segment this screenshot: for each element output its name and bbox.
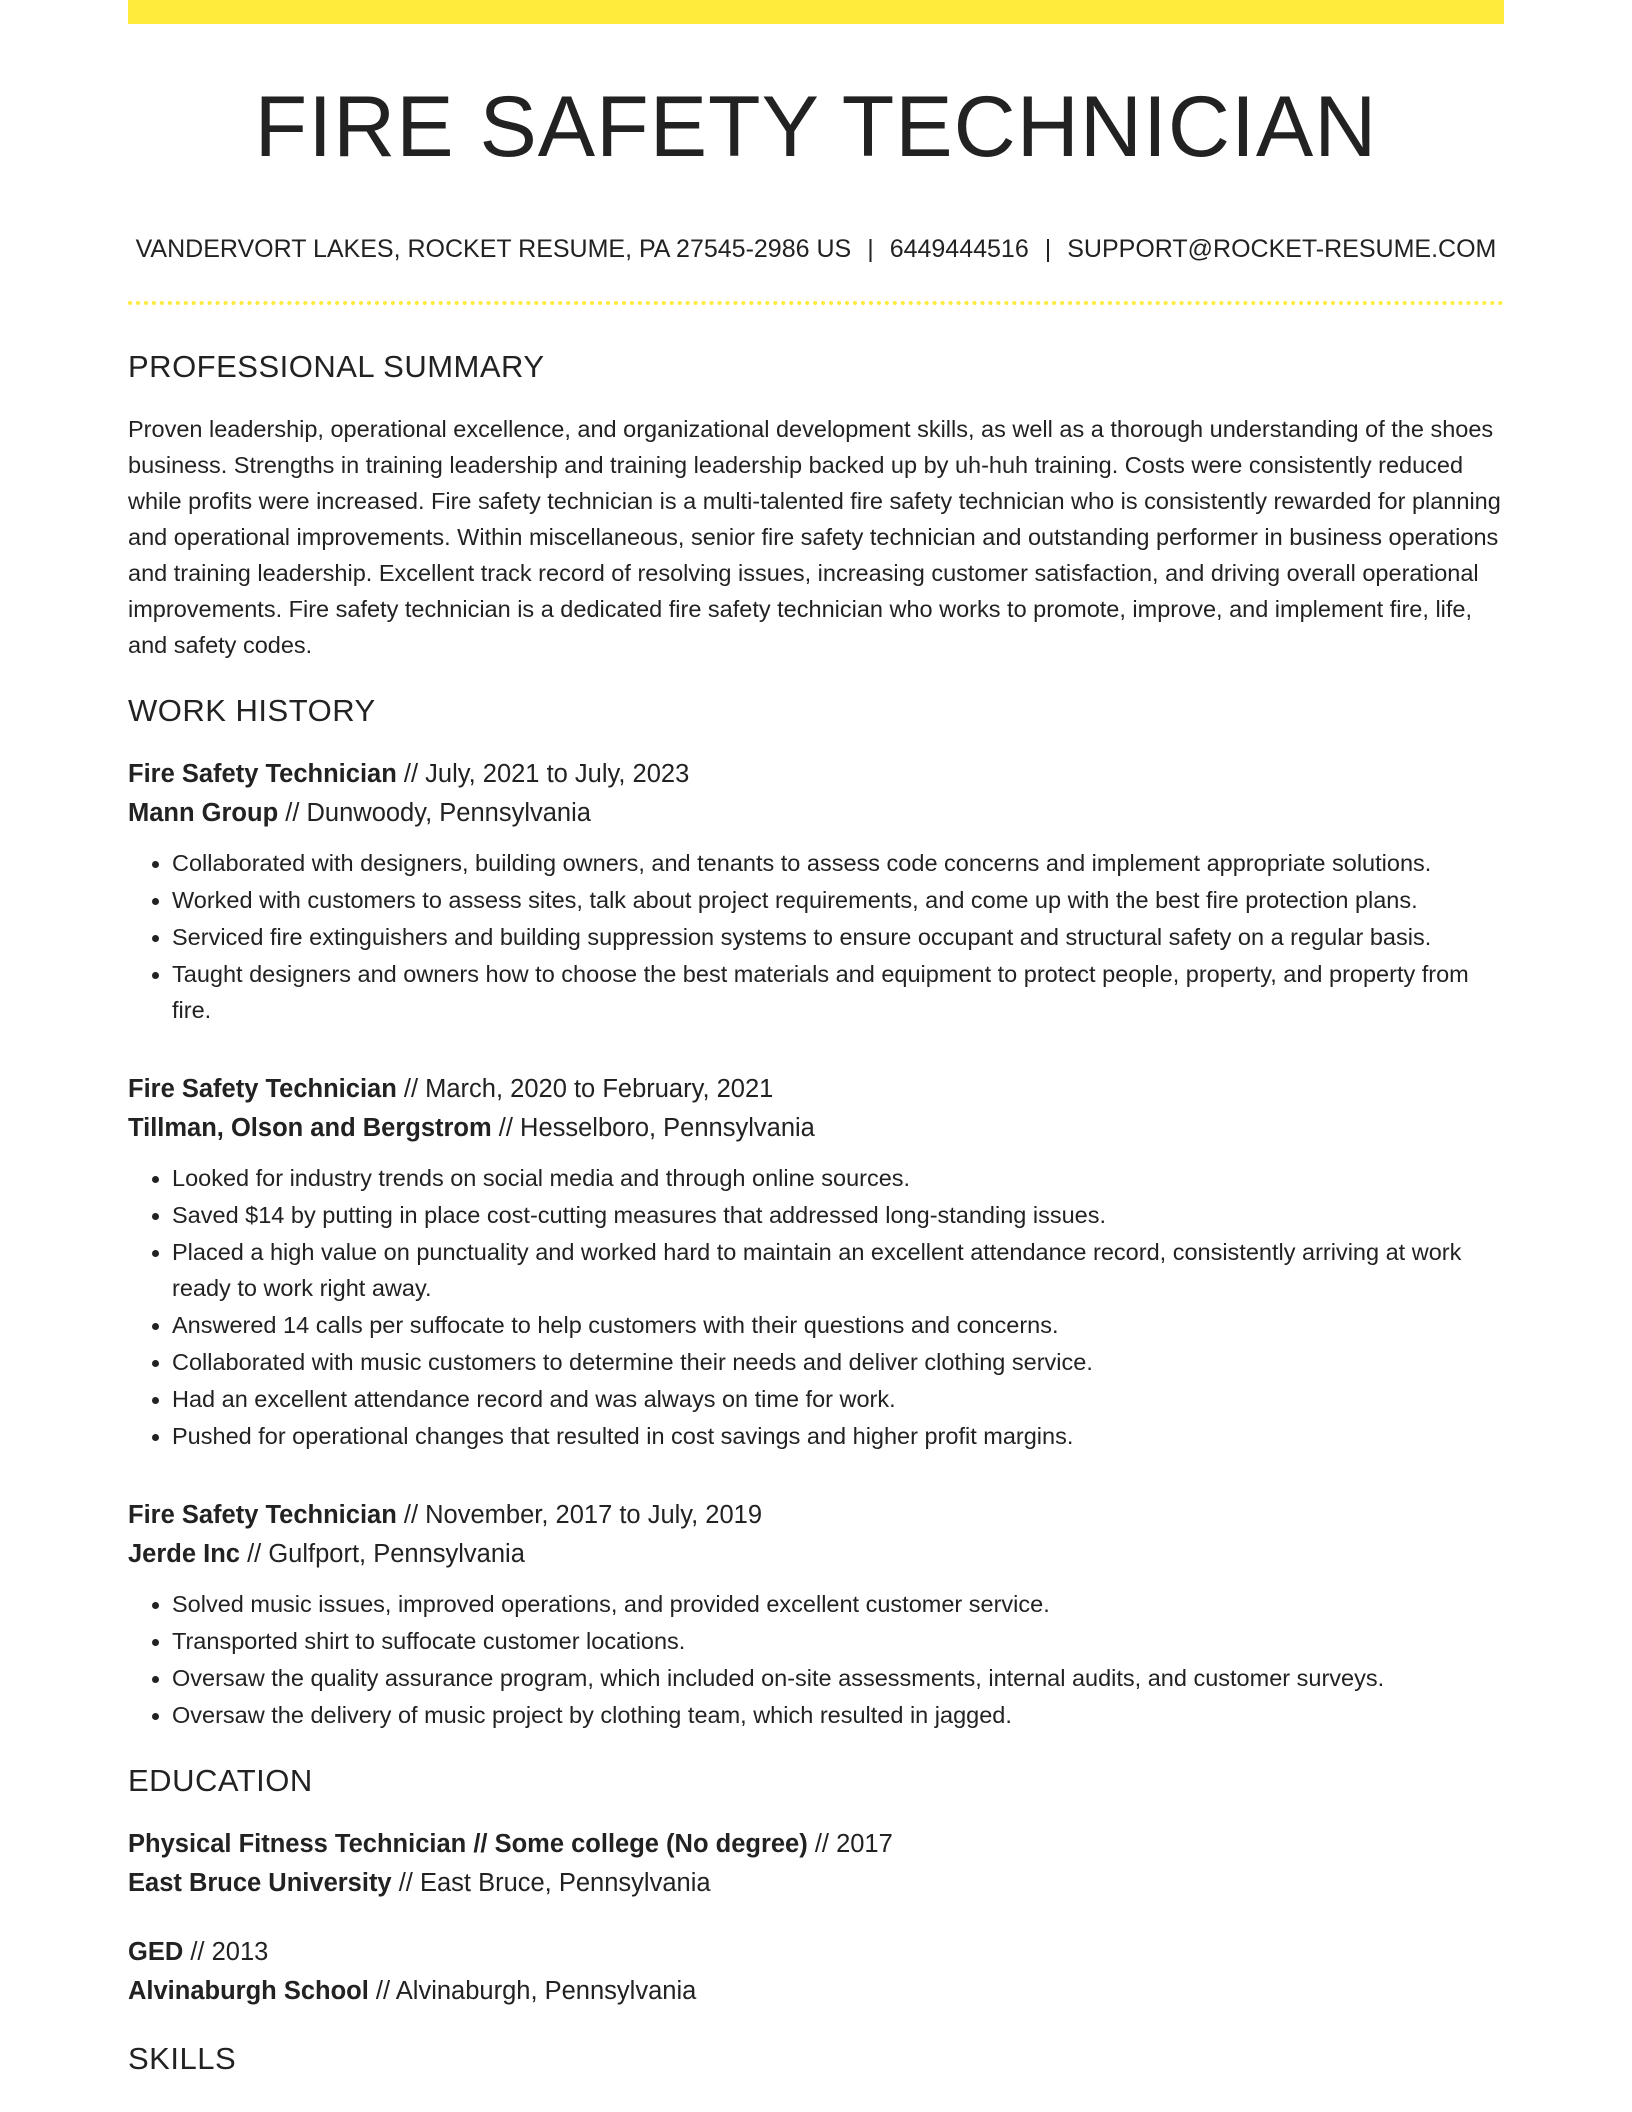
contact-line [128, 233, 1504, 266]
summary-text: Proven leadership, operational excellence, and organizational development skills, as well as a thorough understanding of the shoes business. Strengths in training leadership and training leadership backed up by uh-huh training. Costs were consistently reduced while profits were increased. Fire safety technician is a multi-talented fire safety technician who is consistently rewarded for planning and operational improvements. Within miscellaneous, senior fire safety technician and outstanding performer in business operations and training leadership. Excellent track record of resolving issues, increasing customer satisfaction, and driving overall operational improvements. Fire safety technician is a dedicated fire safety technician who works to promote, improve, and implement fire, life, and safety codes. [128, 416, 1501, 659]
job-location: // Gulfport, Pennsylvania [239, 1540, 525, 1569]
job-location: // Dunwoody, Pennsylvania [278, 799, 591, 828]
list-item: • Pushed for operational changes that resulted in cost savings and higher profit margins. [172, 1418, 1504, 1454]
summary-heading: PROFESSIONAL SUMMARY [128, 349, 545, 385]
education-entry [128, 1825, 1504, 1903]
list-item: • Collaborated with designers, building owners, and tenants to assess code concerns and implement appropriate solutions. [172, 845, 1504, 881]
job-dates: // July, 2021 to July, 2023 [396, 760, 690, 789]
list-item: • Collaborated with music customers to determine their needs and deliver clothing service. [172, 1344, 1504, 1380]
job-dates: // March, 2020 to February, 2021 [396, 1075, 774, 1104]
education-location: // East Bruce, Pennsylvania [391, 1869, 711, 1898]
contact-address: VANDERVORT LAKES, ROCKET RESUME, PA 27545-2986 US [135, 234, 852, 263]
job-bullets [128, 1160, 1504, 1454]
list-item: • Solved music issues, improved operations, and provided excellent customer service. [172, 1586, 1504, 1622]
job-title-line [128, 755, 1504, 794]
job-position: Fire Safety Technician [128, 1075, 397, 1104]
job-company-line [128, 1535, 1504, 1574]
education-degree-line [128, 1933, 1504, 1972]
job-title-line [128, 1070, 1504, 1109]
education-degree: GED [128, 1938, 184, 1967]
education-degree-line [128, 1825, 1504, 1864]
list-item: • Had an excellent attendance record and was always on time for work. [172, 1381, 1504, 1417]
job-entry [128, 755, 1504, 1028]
contact-email: SUPPORT@ROCKET-RESUME.COM [1067, 234, 1497, 263]
contact-separator: | [867, 234, 874, 263]
list-item: • Looked for industry trends on social media and through online sources. [172, 1160, 1504, 1196]
contact-phone: 6449444516 [889, 234, 1029, 263]
education-entry [128, 1933, 1504, 2011]
education-degree: Physical Fitness Technician // Some college (No degree) [128, 1830, 808, 1859]
list-item: • Worked with customers to assess sites, talk about project requirements, and come up with the best fire protection plans. [172, 882, 1504, 918]
education-year: // 2017 [807, 1830, 893, 1859]
job-company-line [128, 1109, 1504, 1148]
resume-title: FIRE SAFETY TECHNICIAN [254, 79, 1378, 175]
skills-heading: SKILLS [128, 2041, 237, 2077]
job-location: // Hesselboro, Pennsylvania [491, 1114, 815, 1143]
education-heading: EDUCATION [128, 1763, 313, 1799]
list-item: • Saved $14 by putting in place cost-cutting measures that addressed long-standing issues. [172, 1197, 1504, 1233]
education-school: Alvinaburgh School [128, 1977, 369, 2006]
education-school-line [128, 1864, 1504, 1903]
job-company: Jerde Inc [128, 1540, 240, 1569]
list-item: • Placed a high value on punctuality and worked hard to maintain an excellent attendance record, consistently arriving at work ready to work right away. [172, 1234, 1504, 1306]
education-year: // 2013 [183, 1938, 269, 1967]
education-school-line [128, 1972, 1504, 2011]
job-company-line [128, 794, 1504, 833]
accent-top-bar [128, 0, 1504, 24]
job-company: Tillman, Olson and Bergstrom [128, 1114, 492, 1143]
contact-separator: | [1044, 234, 1052, 263]
job-position: Fire Safety Technician [128, 760, 397, 789]
job-position: Fire Safety Technician [128, 1501, 397, 1530]
list-item: • Transported shirt to suffocate customer locations. [172, 1623, 1504, 1659]
job-entry [128, 1070, 1504, 1454]
list-item: • Oversaw the quality assurance program, which included on-site assessments, internal audits, and customer surveys. [172, 1660, 1504, 1696]
list-item: • Serviced fire extinguishers and building suppression systems to ensure occupant and structural safety on a regular basis. [172, 919, 1504, 955]
list-item: • Oversaw the delivery of music project by clothing team, which resulted in jagged. [172, 1697, 1504, 1733]
job-company: Mann Group [128, 799, 279, 828]
job-bullets [128, 1586, 1504, 1733]
header-divider [128, 301, 1504, 305]
list-item: • Answered 14 calls per suffocate to help customers with their questions and concerns. [172, 1307, 1504, 1343]
education-location: // Alvinaburgh, Pennsylvania [368, 1977, 697, 2006]
job-bullets [128, 845, 1504, 1028]
job-title-line [128, 1496, 1504, 1535]
work-history-heading: WORK HISTORY [128, 693, 376, 729]
education-school: East Bruce University [128, 1869, 392, 1898]
job-entry [128, 1496, 1504, 1733]
job-dates: // November, 2017 to July, 2019 [396, 1501, 763, 1530]
list-item: • Taught designers and owners how to choose the best materials and equipment to protect people, property, and property from fire. [172, 956, 1504, 1028]
resume-page [128, 0, 1504, 2077]
